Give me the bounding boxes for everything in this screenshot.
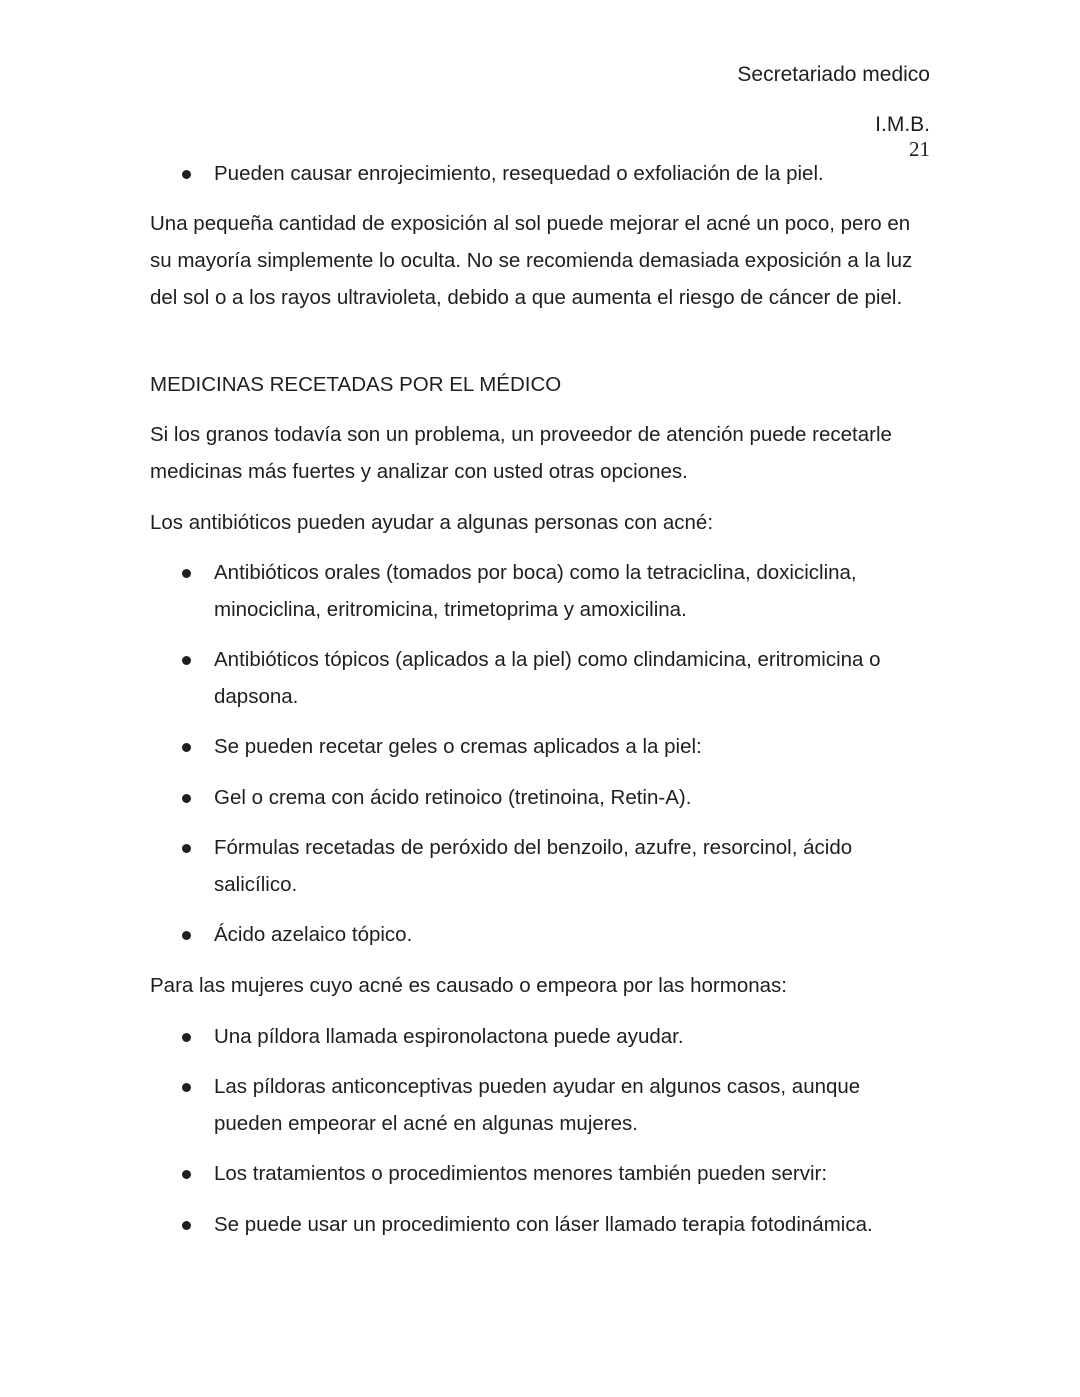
page-number: 21	[909, 137, 930, 161]
bullet-icon	[182, 1083, 191, 1092]
section-heading: MEDICINAS RECETADAS POR EL MÉDICO	[150, 373, 562, 396]
list-item-text: Los tratamientos o procedimientos menores también pueden servir:	[214, 1162, 828, 1185]
list-item-text: Antibióticos orales (tomados por boca) como la tetraciclina, doxiciclina, minociclina, eritromicina, trimetoprima y amoxicilina.	[214, 561, 857, 621]
paragraph-sun: Una pequeña cantidad de exposición al sol puede mejorar el acné un poco, pero en su mayoría simplemente lo oculta. No se recomienda demasiada exposición a la luz del sol o a los rayos ultravioleta, debido a que aumenta el riesgo de cáncer de piel.	[150, 212, 913, 309]
list-item-text: Se puede usar un procedimiento con láser llamado terapia fotodinámica.	[214, 1213, 873, 1236]
bullet-icon	[182, 743, 191, 752]
bullet-icon	[182, 569, 191, 578]
list-item-text: Se pueden recetar geles o cremas aplicados a la piel:	[214, 735, 702, 758]
list-item-text: Fórmulas recetadas de peróxido del benzoilo, azufre, resorcinol, ácido salicílico.	[214, 836, 853, 896]
paragraph-granos: Si los granos todavía son un problema, un proveedor de atención puede recetarle medicinas más fuertes y analizar con usted otras opciones.	[150, 423, 892, 483]
header-subtitle: I.M.B.	[875, 113, 930, 136]
paragraph-antibioticos: Los antibióticos pueden ayudar a algunas personas con acné:	[150, 511, 714, 534]
bullet-icon	[182, 794, 191, 803]
bullet-icon	[182, 844, 191, 853]
bullet-icon	[182, 170, 191, 179]
list-item-text: Las píldoras anticonceptivas pueden ayudar en algunos casos, aunque pueden empeorar el acné en algunas mujeres.	[214, 1075, 861, 1135]
bullet-icon	[182, 1170, 191, 1179]
list-item-text: Gel o crema con ácido retinoico (tretinoina, Retin-A).	[214, 786, 692, 809]
bullet-icon	[182, 1221, 191, 1230]
bullet-icon	[182, 656, 191, 665]
paragraph-mujeres: Para las mujeres cuyo acné es causado o empeora por las hormonas:	[150, 974, 787, 997]
list-item-text: Antibióticos tópicos (aplicados a la piel) como clindamicina, eritromicina o dapsona.	[214, 648, 881, 708]
bullet-icon	[182, 1033, 191, 1042]
header-title: Secretariado medico	[737, 63, 930, 86]
list-item-text: Ácido azelaico tópico.	[214, 923, 413, 946]
bullet-icon	[182, 931, 191, 940]
list-item-text: Una píldora llamada espironolactona puede ayudar.	[214, 1025, 684, 1048]
list-item-text: Pueden causar enrojecimiento, resequedad o exfoliación de la piel.	[214, 162, 824, 185]
